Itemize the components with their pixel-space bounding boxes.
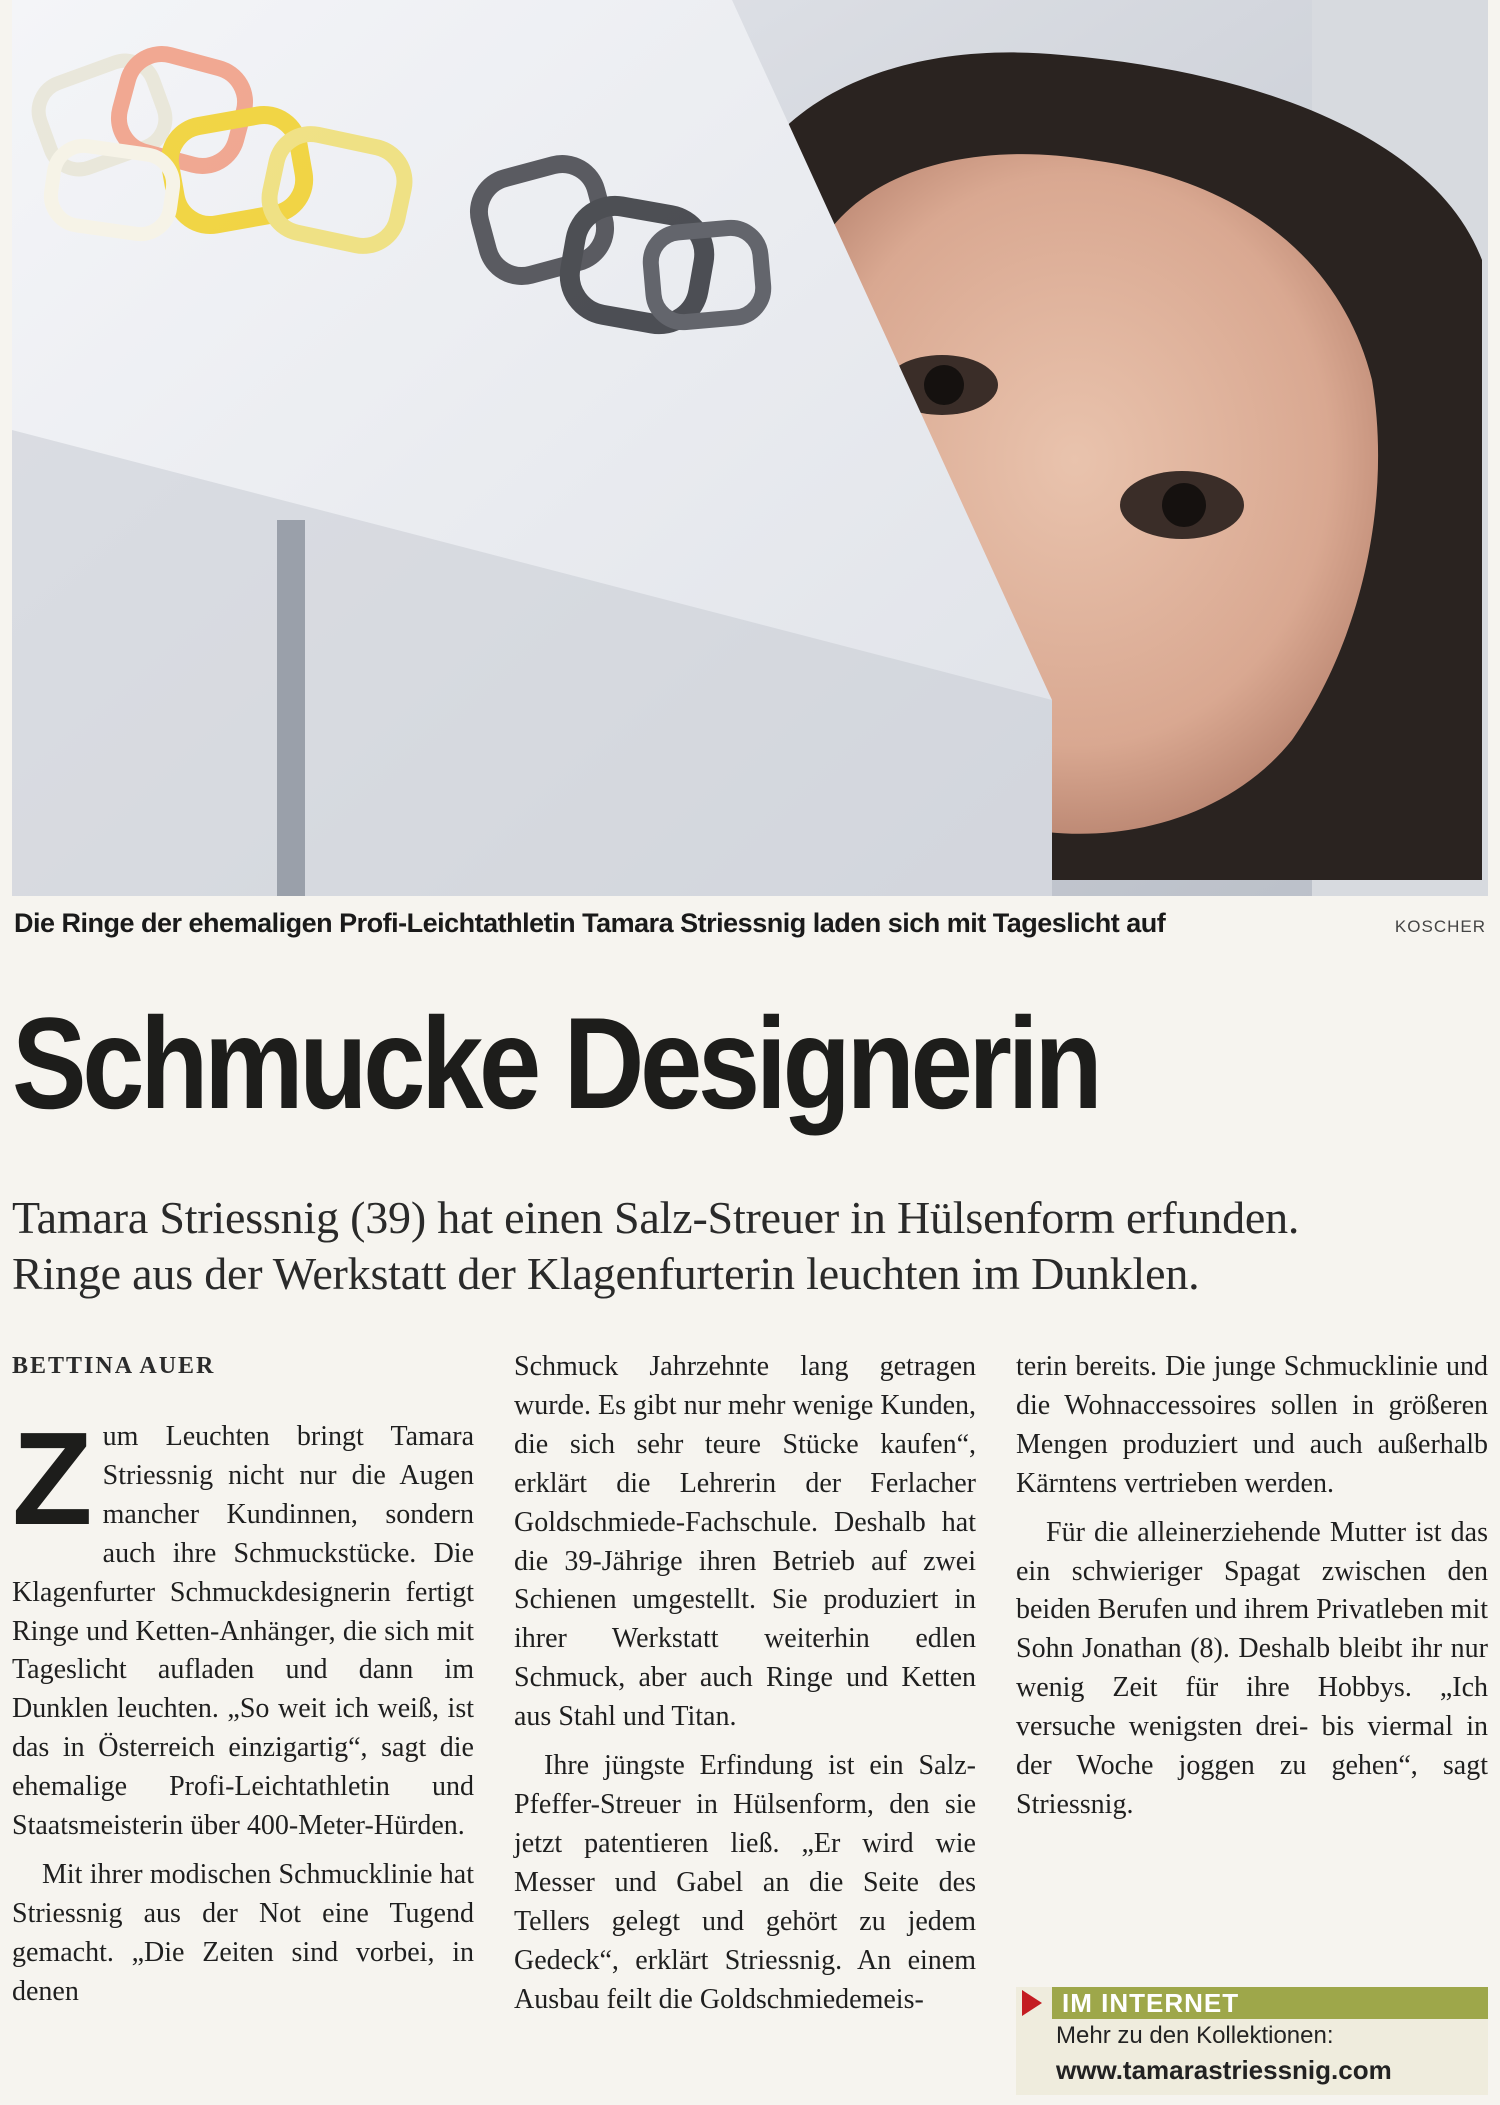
triangle-right-icon xyxy=(1022,1990,1042,2016)
photo-caption-row xyxy=(14,908,1486,944)
paragraph: Ihre jüngste Erfindung ist ein Salz-Pfeffer-Streuer in Hülsenform, den sie jetzt patentieren ließ. „Er wird wie Messer und Gabel an die Seite des Tellers gelegt und gehört zu jedem Gedeck“, erklärt Striessnig. An einem Ausbau feilt die Goldschmiedemeis- xyxy=(514,1750,976,2015)
website-link[interactable]: www.tamarastriessnig.com xyxy=(1056,2055,1392,2085)
photo-caption: Die Ringe der ehemaligen Profi-Leichtathletin Tamara Striessnig laden sich mit Tageslicht auf xyxy=(14,908,1166,938)
article-headline: Schmucke Designerin xyxy=(12,990,1099,1136)
article-photo xyxy=(12,0,1488,896)
paragraph: terin bereits. Die junge Schmucklinie und die Wohnaccessoires sollen in größeren Mengen produziert und auch außerhalb Kärntens vertrieben werden. xyxy=(1016,1351,1488,1499)
article-standfirst xyxy=(12,1190,1488,1302)
paragraph: Für die alleinerziehende Mutter ist das ein schwieriger Spagat zwischen den beiden Berufen und ihrem Privatleben mit Sohn Jonathan (8). Deshalb bleibt ihr nur wenig Zeit für ihre Hobbys. „Ich versuche wenigsten drei- bis viermal in der Woche joggen zu gehen“, sagt Striessnig. xyxy=(1016,1516,1488,1820)
paragraph xyxy=(12,1405,474,1846)
paragraph: Mit ihrer modischen Schmucklinie hat Striessnig aus der Not eine Tugend gemacht. „Die Zeiten sind vorbei, in denen xyxy=(12,1858,474,2007)
standfirst-line-1: Tamara Striessnig (39) hat einen Salz-Streuer in Hülsenform erfunden. xyxy=(12,1192,1300,1243)
article-column-3 xyxy=(1016,1348,1488,1825)
paragraph-text: um Leuchten bringt Tamara Striessnig nicht nur die Augen mancher Kundinnen, sondern auch ihre Schmuckstücke. Die Klagenfurter Schmuckdesignerin fertigt Ringe und Ketten-Anhänger, die sich mit Tageslicht aufladen und dann im Dunklen leuchten. „So weit ich weiß, ist das in Österreich einzigartig“, sagt die ehemalige Profi-Leichtathletin und Staatsmeisterin über 400-Meter-Hürden. xyxy=(12,1421,474,1842)
internet-info-box xyxy=(1016,1987,1488,2095)
standfirst-line-2: Ringe aus der Werkstatt der Klagenfurterin leuchten im Dunklen. xyxy=(12,1248,1200,1299)
info-box-text: Mehr zu den Kollektionen: xyxy=(1056,2022,1334,2049)
info-box-header xyxy=(1016,1987,1488,2019)
dropcap: Z xyxy=(12,1405,93,1552)
portrait-with-rings-image xyxy=(12,0,1488,896)
info-box-title: IM INTERNET xyxy=(1052,1987,1488,2019)
article-column-2 xyxy=(514,1348,976,2019)
photo-credit: KOSCHER xyxy=(1394,917,1486,936)
article-column-1 xyxy=(12,1348,474,2012)
byline: BETTINA AUER xyxy=(12,1353,216,1379)
paragraph: Schmuck Jahrzehnte lang getragen wurde. Es gibt nur mehr wenige Kunden, die sich sehr teure Stücke kaufen“, erklärt die Lehrerin der Ferlacher Goldschmiede-Fachschule. Deshalb hat die 39-Jährige ihren Betrieb auf zwei Schienen umgestellt. Sie produziert in ihrer Werkstatt weiterhin edlen Schmuck, aber auch Ringe und Ketten aus Stahl und Titan. xyxy=(514,1351,976,1733)
